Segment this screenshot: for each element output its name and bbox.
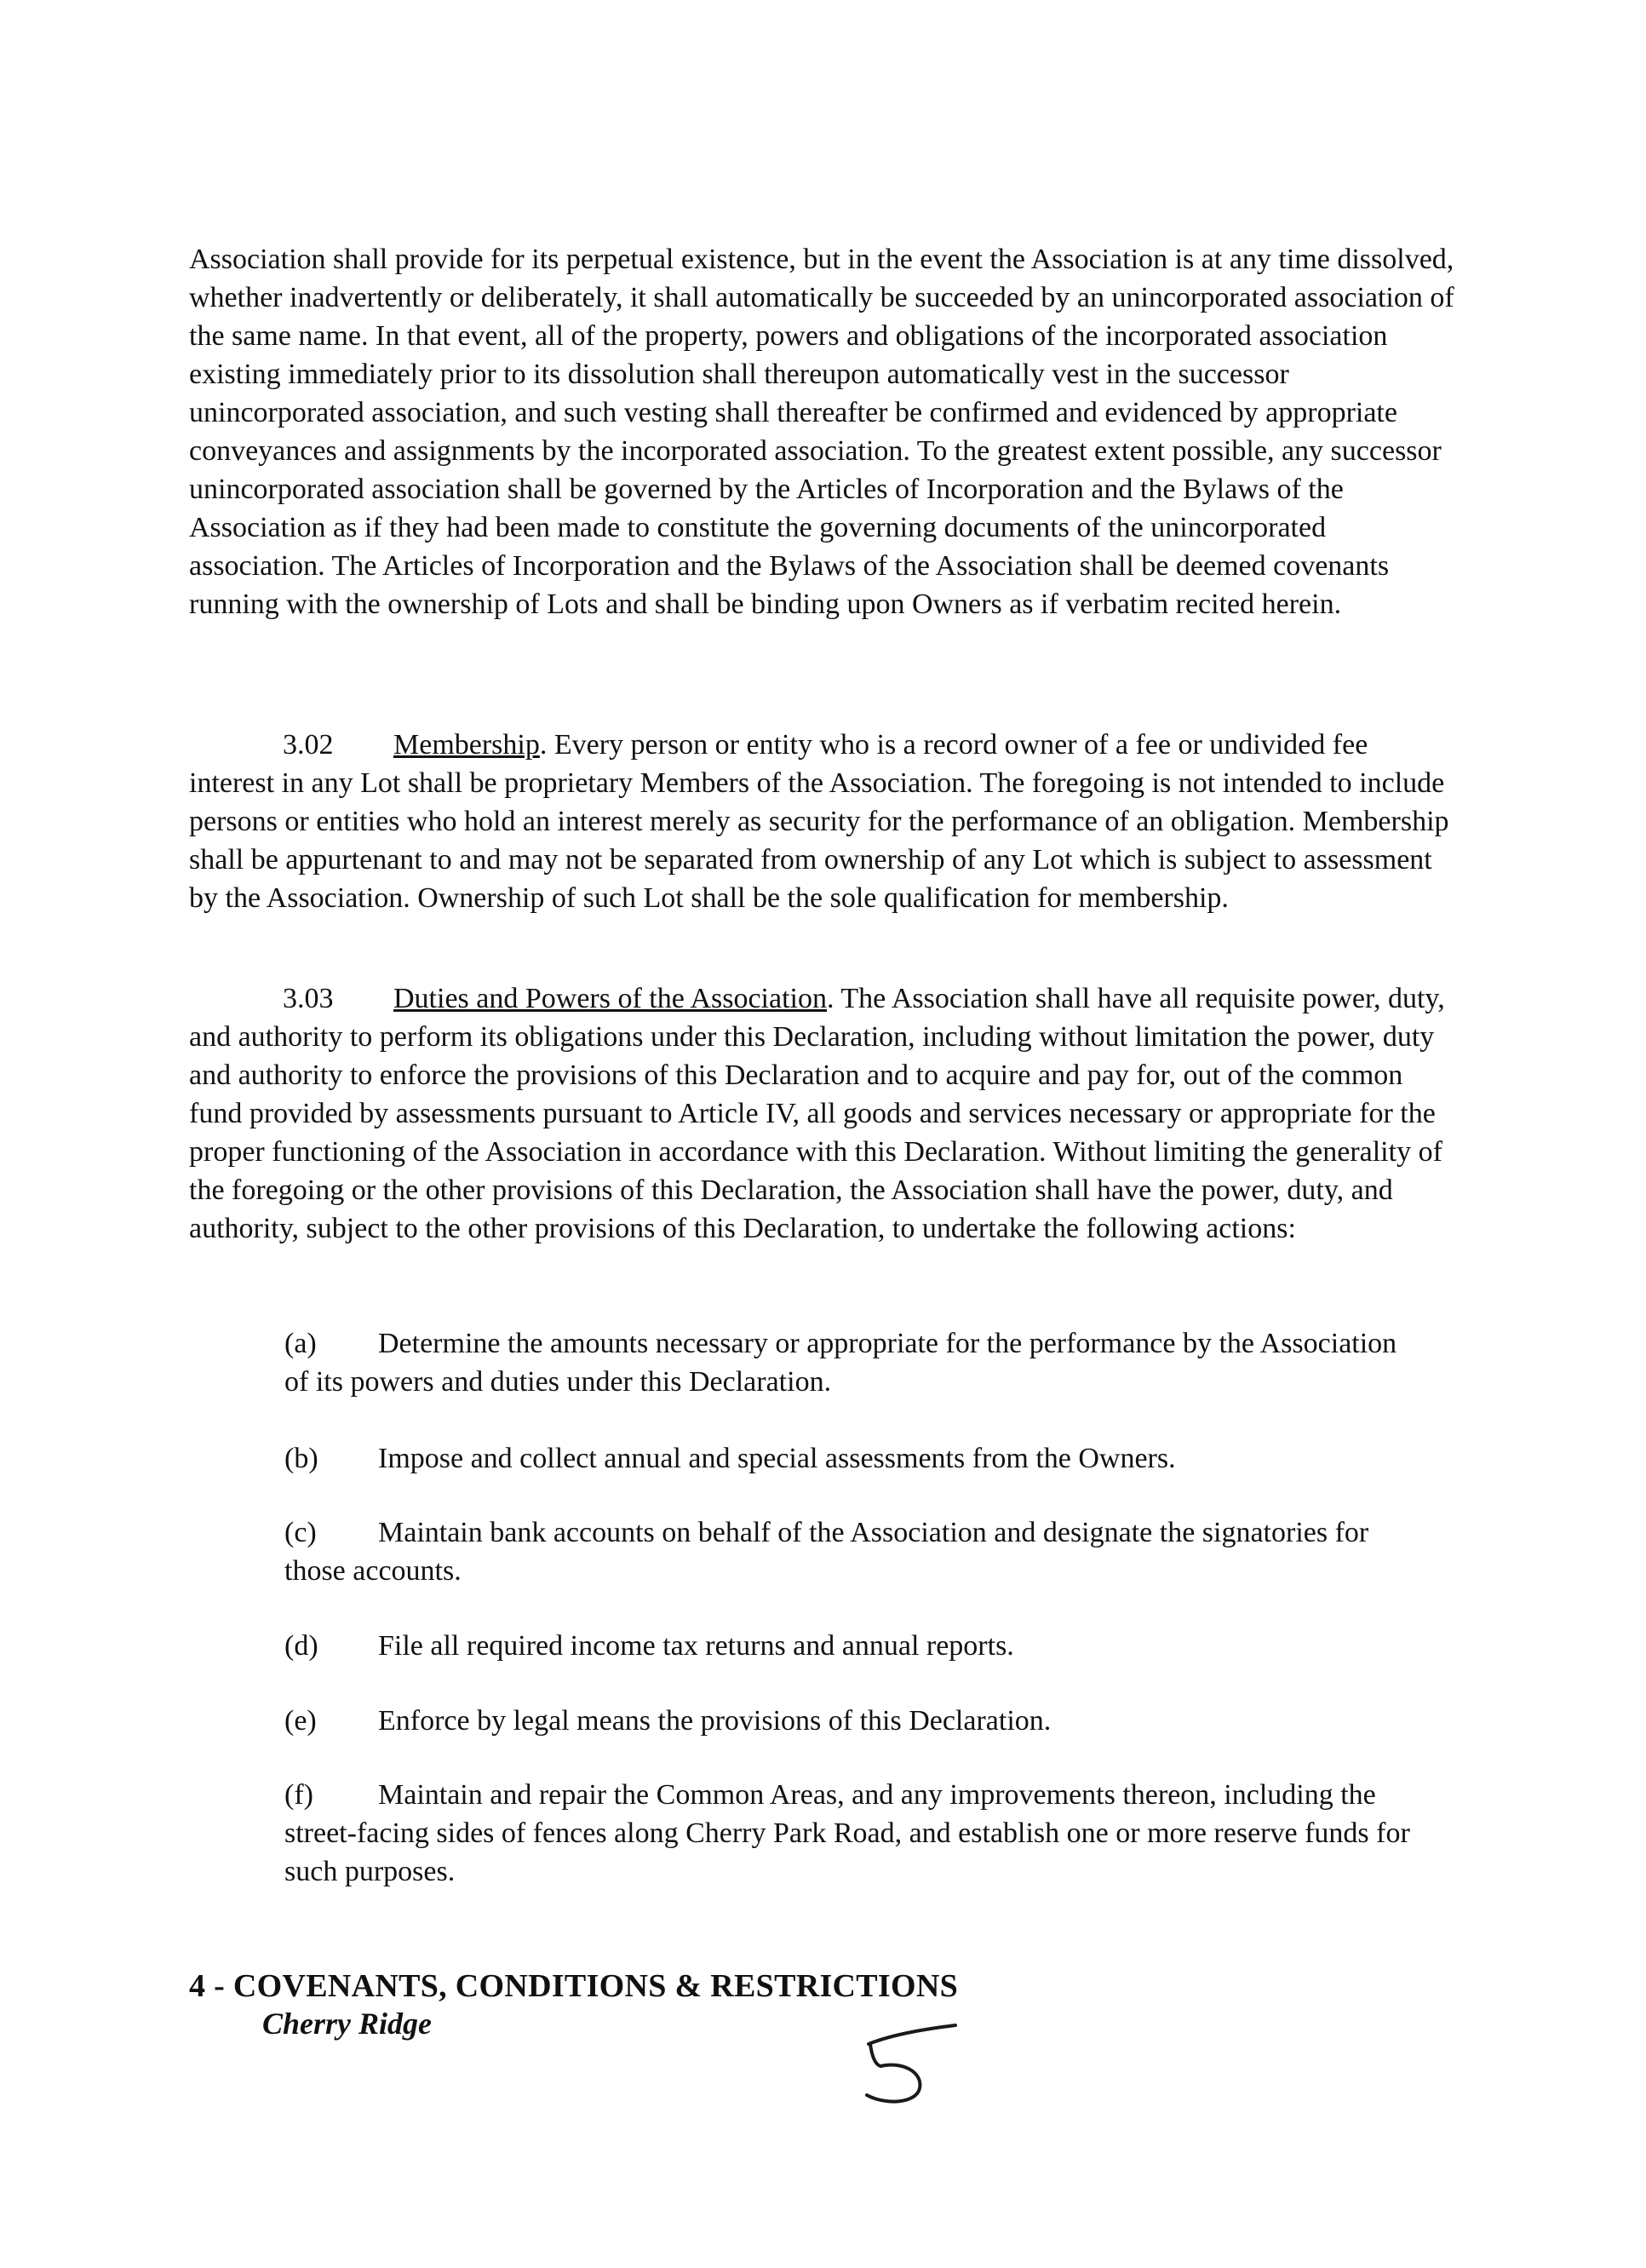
item-label: (d) — [284, 1630, 318, 1662]
section-number: 3.02 — [283, 729, 334, 761]
item-text: Enforce by legal means the provisions of this Declaration. — [378, 1705, 1052, 1737]
item-label: (a) — [284, 1328, 317, 1359]
footer-title: 4 - COVENANTS, CONDITIONS & RESTRICTIONS — [189, 1968, 959, 2004]
section-number: 3.03 — [283, 983, 334, 1014]
item-label: (b) — [284, 1443, 318, 1474]
section-text: . Every person or entity who is a record owner of a fee or undivided fee interest in any Lot shall be proprietary Members of the Association. The foregoing is not intended to include persons or entities who hold an interest merely as security for the performance of an obligation. Membership shall be appurtenant to and may not be separated from ownership of any Lot which is subject to assessment by the Association. Ownership of such Lot shall be the sole qualification for membership. — [189, 729, 1449, 914]
list-item — [284, 1627, 1417, 1665]
item-label: (e) — [284, 1705, 317, 1737]
list-item — [284, 1513, 1417, 1590]
item-label: (f) — [284, 1779, 313, 1811]
list-item — [284, 1776, 1417, 1891]
section-text: . The Association shall have all requisite power, duty, and authority to perform its obligations under this Declaration, including without limitation the power, duty and authority to enforce the provisions of this Declaration and to acquire and pay for, out of the common fund provided by assessments pursuant to Article IV, all goods and services necessary or appropriate for the proper functioning of the Association in accordance with this Declaration. Without limiting the generality of the foregoing or the other provisions of this Declaration, the Association shall have the power, duty, and authority, subject to the other provisions of this Declaration, to undertake the following actions: — [189, 983, 1445, 1244]
footer-subtitle: Cherry Ridge — [262, 2007, 433, 2041]
list-item — [284, 1702, 1417, 1740]
item-text: Impose and collect annual and special assessments from the Owners. — [378, 1443, 1176, 1474]
handwritten-page-number-icon — [852, 2010, 962, 2112]
section-3-03 — [189, 979, 1458, 1248]
intro-paragraph: Association shall provide for its perpetual existence, but in the event the Association is at any time dissolved, whether inadvertently or deliberately, it shall automatically be succeeded by an unincorporated association of the same name. In that event, all of the property, powers and obligations of the incorporated association existing immediately prior to its dissolution shall thereupon automatically vest in the successor unincorporated association, and such vesting shall thereafter be confirmed and evidenced by appropriate conveyances and assignments by the incorporated association. To the greatest extent possible, any successor unincorporated association shall be governed by the Articles of Incorporation and the Bylaws of the Association as if they had been made to constitute the governing documents of the unincorporated association. The Articles of Incorporation and the Bylaws of the Association shall be deemed covenants running with the ownership of Lots and shall be binding upon Owners as if verbatim recited herein. — [189, 244, 1454, 620]
item-text: Determine the amounts necessary or appropriate for the performance by the Association of its powers and duties under this Declaration. — [284, 1328, 1397, 1398]
list-item — [284, 1439, 1417, 1478]
section-heading: Membership — [393, 729, 540, 761]
item-text: Maintain and repair the Common Areas, and any improvements thereon, including the street-facing sides of fences along Cherry Park Road, and establish one or more reserve funds for such purposes. — [284, 1779, 1410, 1887]
item-text: File all required income tax returns and annual reports. — [378, 1630, 1014, 1662]
item-label: (c) — [284, 1517, 317, 1548]
section-heading: Duties and Powers of the Association — [393, 983, 827, 1014]
section-3-02 — [189, 726, 1458, 917]
list-item — [284, 1324, 1417, 1401]
item-text: Maintain bank accounts on behalf of the Association and designate the signatories for those accounts. — [284, 1517, 1369, 1587]
